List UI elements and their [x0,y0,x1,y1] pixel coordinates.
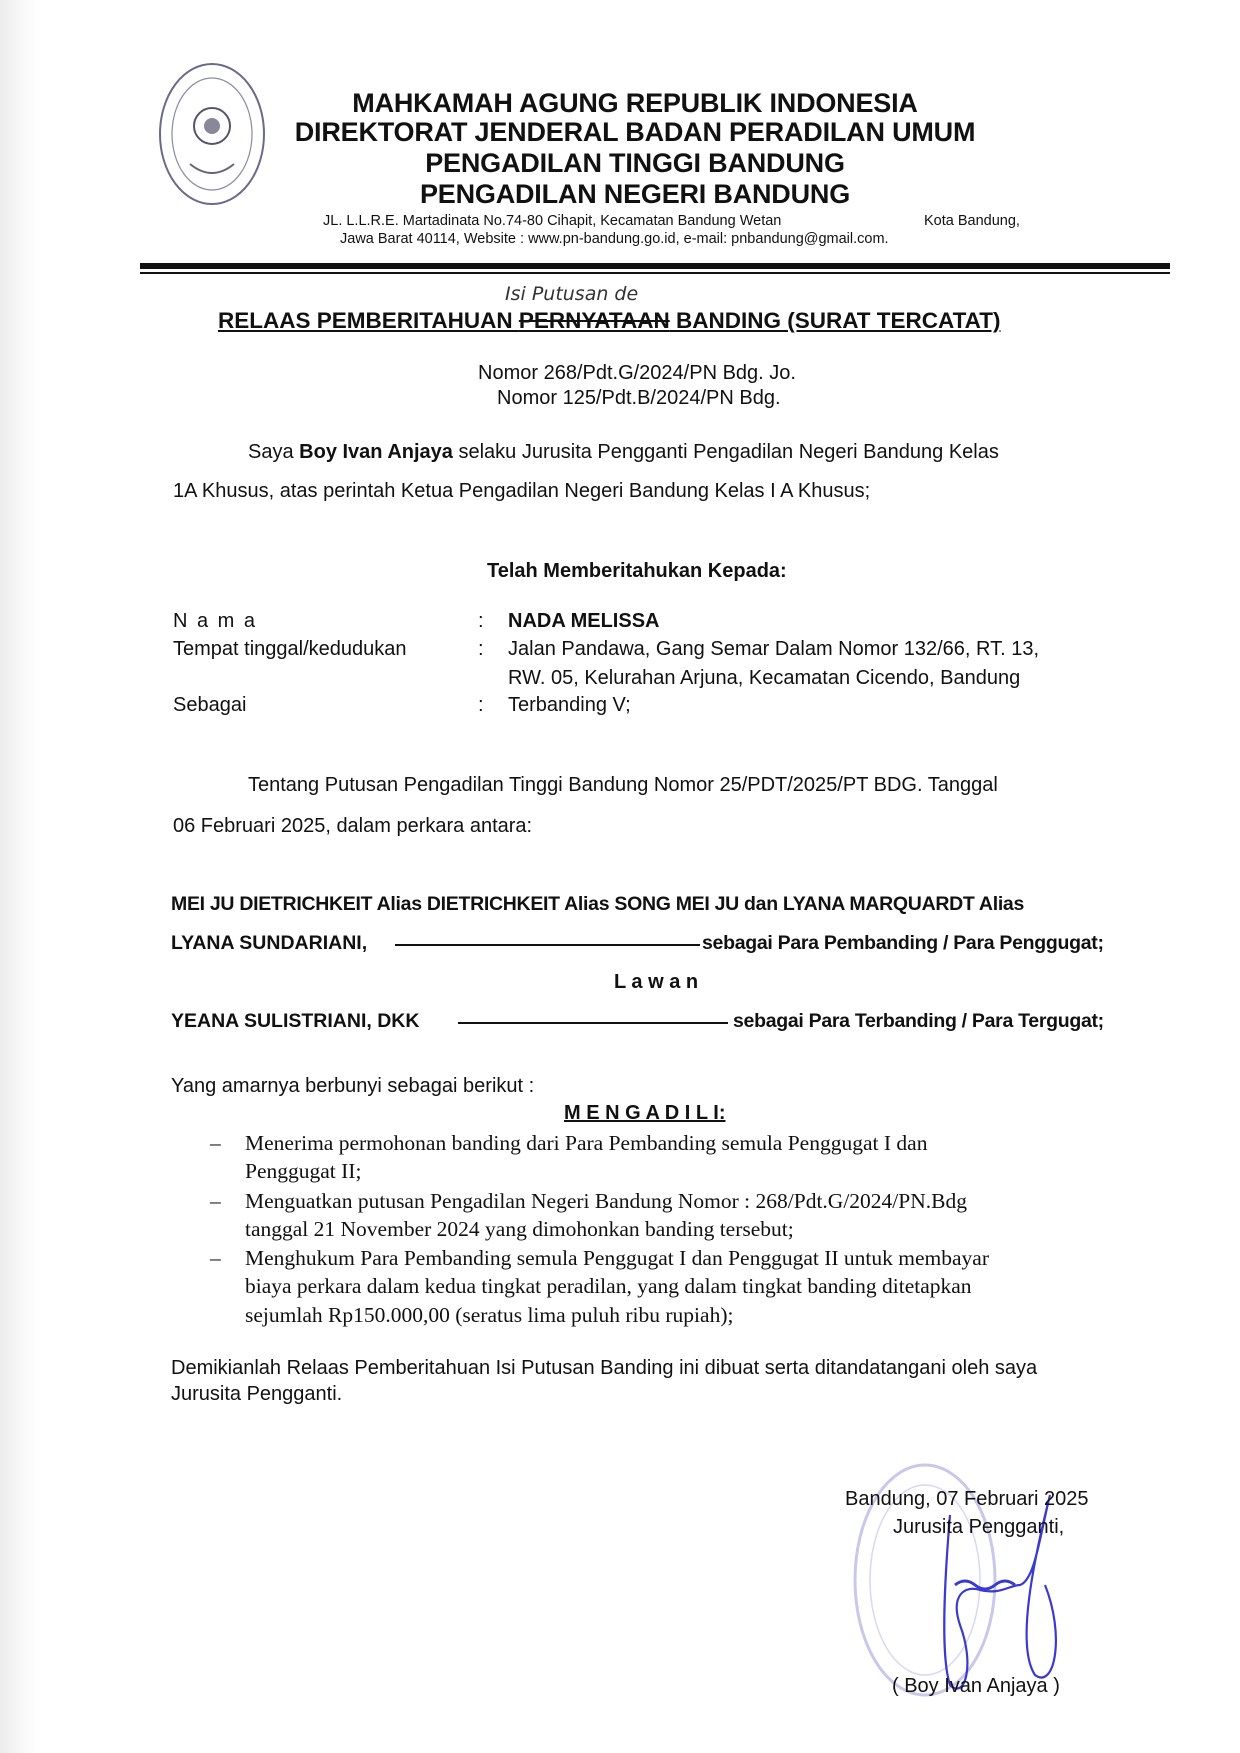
name-label: N a m a [173,610,258,632]
respondents: YEANA SULISTRIANI, DKK [171,1010,420,1032]
signature-position: Jurusita Pengganti, [893,1516,1065,1538]
bullet: – [210,1131,221,1155]
handwritten-note: Isi Putusan de [505,283,639,305]
colon: : [478,694,484,716]
recipient-address-1: Jalan Pandawa, Gang Semar Dalam Nomor 132/66, RT. 13, [508,638,1040,660]
verdict-item-3-line-1: Menghukum Para Pembanding semula Penggugat I dan Penggugat II untuk membayar [245,1246,989,1270]
verdict-item-1-line-1: Menerima permohonan banding dari Para Pembanding semula Penggugat I dan [245,1131,928,1155]
address-label: Tempat tinggal/kedudukan [173,638,407,660]
appellants-line-1: MEI JU DIETRICHKEIT Alias DIETRICHKEIT Alias SONG MEI JU dan LYANA MARQUARDT Alias [171,893,1025,915]
colon: : [478,610,484,632]
document-title: RELAAS PEMBERITAHUAN PERNYATAAN BANDING (SURAT TERCATAT) [218,308,1001,333]
verdict-item-2-line-1: Menguatkan putusan Pengadilan Negeri Bandung Nomor : 268/Pdt.G/2024/PN.Bdg [245,1189,967,1213]
respondents-role: sebagai Para Terbanding / Para Tergugat; [733,1010,1104,1032]
header-rule-thin [140,272,1170,274]
notified-heading: Telah Memberitahukan Kepada: [487,560,787,582]
header-rule-thick [140,263,1170,269]
recipient-name: NADA MELISSA [508,610,660,632]
about-line-2: 06 Februari 2025, dalam perkara antara: [173,815,533,837]
appellants-role: sebagai Para Pembanding / Para Penggugat; [702,932,1104,954]
dash-line [458,1022,728,1024]
address-line-1: JL. L.L.R.E. Martadinata No.74-80 Cihapit, Kecamatan Bandung Wetan [323,213,782,229]
address-line-2: Jawa Barat 40114, Website : www.pn-bandung.go.id, e-mail: pnbandung@gmail.com. [340,231,889,247]
letterhead-line-4: PENGADILAN NEGERI BANDUNG [419,179,851,209]
address-city: Kota Bandung, [924,213,1020,229]
colon: : [478,638,484,660]
verdict-item-1-line-2: Penggugat II; [245,1159,362,1183]
letterhead-line-3: PENGADILAN TINGGI BANDUNG [425,148,845,178]
case-number-2: Nomor 125/Pdt.B/2024/PN Bdg. [497,387,781,409]
recipient-role: Terbanding V; [508,694,631,716]
verdict-item-2-line-2: tanggal 21 November 2024 yang dimohonkan banding tersebut; [245,1217,794,1241]
letterhead-line-2: DIREKTORAT JENDERAL BADAN PERADILAN UMUM [294,117,976,147]
signatory-name: ( Boy Ivan Anjaya ) [892,1675,1060,1697]
versus: L a w a n [614,971,699,993]
appellants-line-2: LYANA SUNDARIANI, [171,932,368,954]
closing-line-2: Jurusita Pengganti. [171,1383,343,1405]
case-number-1: Nomor 268/Pdt.G/2024/PN Bdg. Jo. [478,362,796,384]
letterhead-line-1: MAHKAMAH AGUNG REPUBLIK INDONESIA [352,88,918,118]
dash-line [395,944,700,946]
intro-line-2: 1A Khusus, atas perintah Ketua Pengadilan Negeri Bandung Kelas I A Khusus; [173,480,871,502]
verdict-intro: Yang amarnya berbunyi sebagai berikut : [171,1075,535,1097]
closing-line-1: Demikianlah Relaas Pemberitahuan Isi Putusan Banding ini dibuat serta ditandatangani oleh saya [171,1357,1038,1379]
about-line-1: Tentang Putusan Pengadilan Tinggi Bandung Nomor 25/PDT/2025/PT BDG. Tanggal [248,774,998,796]
role-label: Sebagai [173,694,247,716]
signature-place-date: Bandung, 07 Februari 2025 [845,1488,1089,1510]
verdict-heading: M E N G A D I L I: [564,1102,726,1124]
bullet: – [210,1189,221,1213]
intro-line-1: Saya Boy Ivan Anjaya selaku Jurusita Pengganti Pengadilan Negeri Bandung Kelas [248,441,999,463]
recipient-address-2: RW. 05, Kelurahan Arjuna, Kecamatan Cicendo, Bandung [508,667,1021,689]
verdict-item-3-line-2: biaya perkara dalam kedua tingkat peradilan, yang dalam tingkat banding ditetapkan [245,1274,972,1298]
verdict-item-3-line-3: sejumlah Rp150.000,00 (seratus lima puluh ribu rupiah); [245,1303,734,1327]
bullet: – [210,1246,221,1270]
